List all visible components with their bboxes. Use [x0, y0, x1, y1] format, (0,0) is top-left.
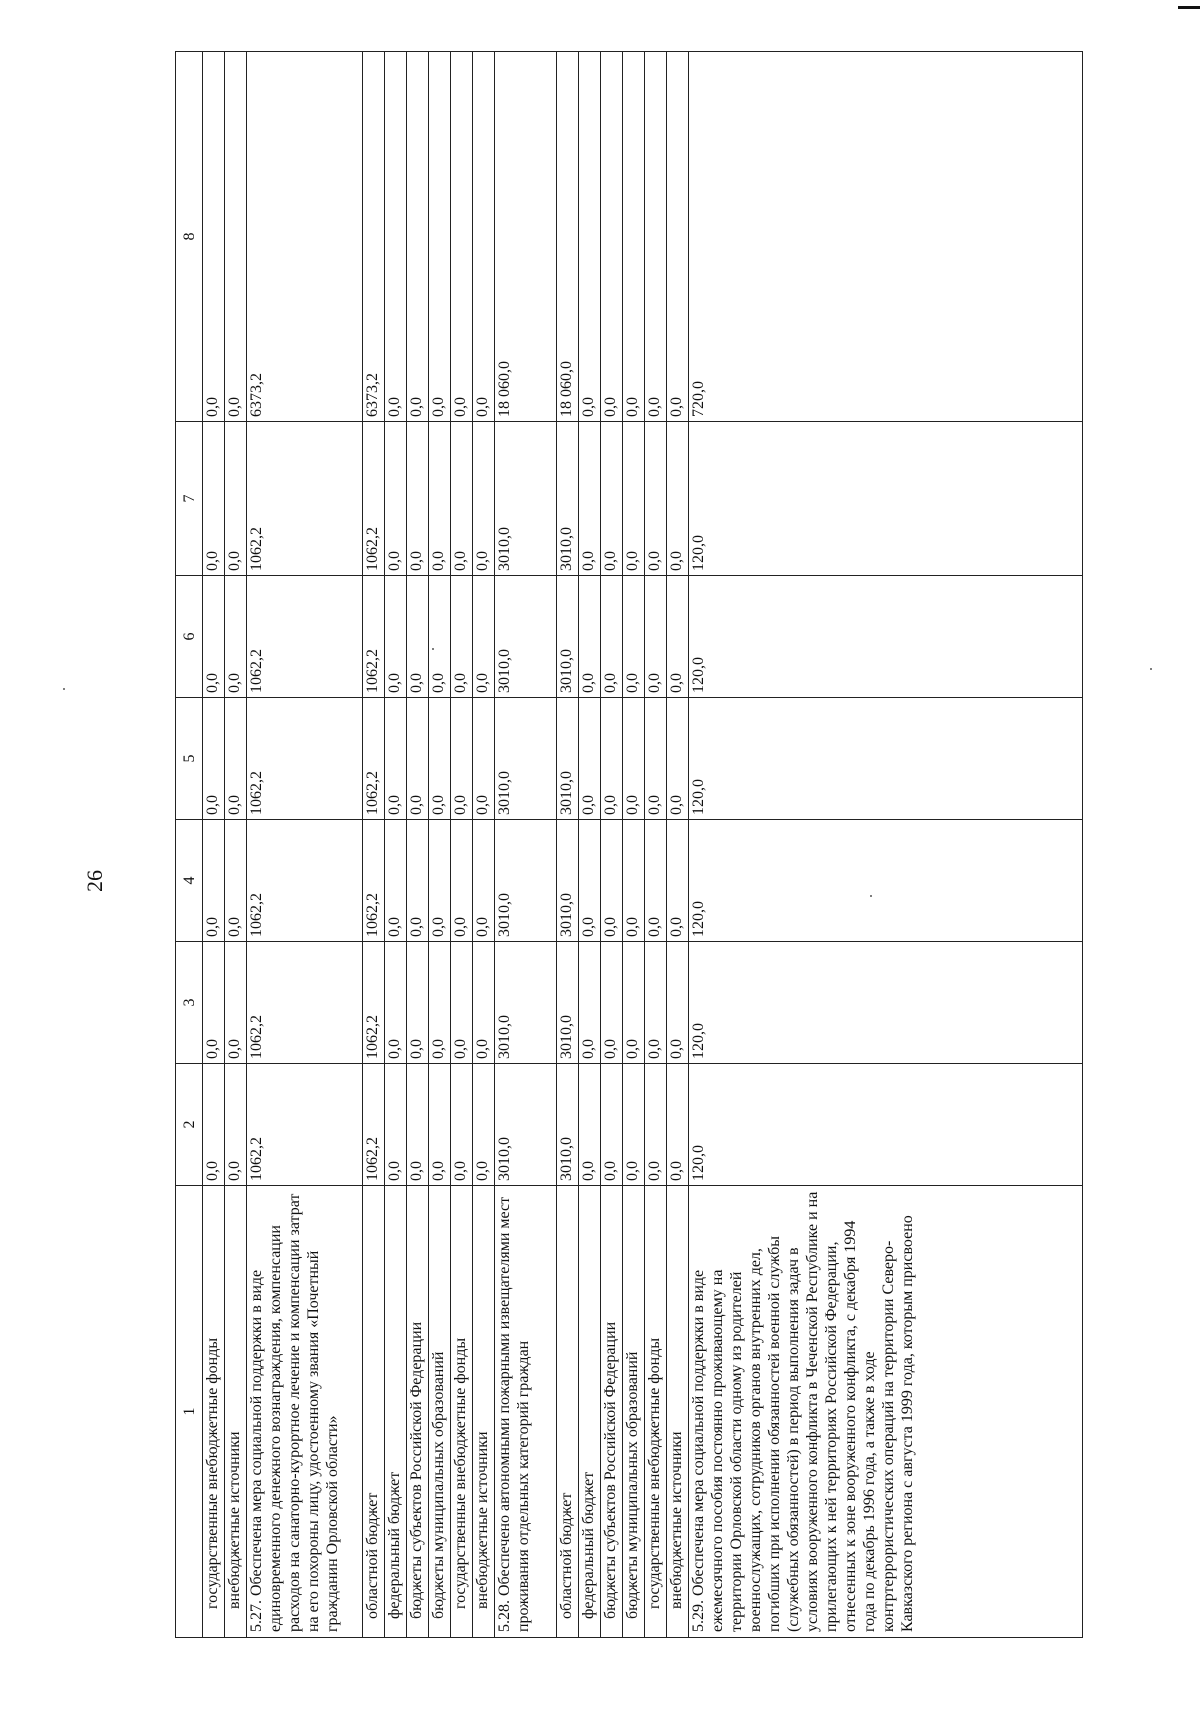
value-cell: 0,0 [623, 942, 645, 1064]
row-label: федеральный бюджет [385, 1186, 407, 1638]
value-cell: 0,0 [451, 1064, 473, 1186]
table-row [557, 52, 579, 1638]
value-cell: 1062,2 [363, 576, 385, 698]
value-cell: 3010,0 [557, 698, 579, 820]
value-cell: 0,0 [473, 52, 495, 422]
value-cell: 3010,0 [495, 1064, 557, 1186]
value-cell: 0,0 [429, 942, 451, 1064]
value-cell: 0,0 [429, 52, 451, 422]
value-cell: 3010,0 [495, 576, 557, 698]
value-cell: 120,0 [689, 576, 1083, 698]
value-cell: 0,0 [601, 1064, 623, 1186]
value-cell: 0,0 [623, 52, 645, 422]
value-cell: 0,0 [385, 422, 407, 576]
value-cell: 1062,2 [247, 942, 363, 1064]
value-cell: 0,0 [645, 576, 667, 698]
value-cell: 0,0 [451, 52, 473, 422]
value-cell: 0,0 [645, 422, 667, 576]
value-cell: 0,0 [203, 1064, 225, 1186]
value-cell: 0,0 [601, 52, 623, 422]
value-cell: 1062,2 [247, 576, 363, 698]
value-cell: 720,0 [689, 52, 1083, 422]
value-cell: 3010,0 [495, 820, 557, 942]
value-cell: 0,0 [429, 698, 451, 820]
row-label: бюджеты субъектов Российской Федерации [601, 1186, 623, 1638]
value-cell: 0,0 [225, 576, 247, 698]
value-cell: 0,0 [667, 422, 689, 576]
value-cell: 120,0 [689, 1064, 1083, 1186]
value-cell: 0,0 [667, 576, 689, 698]
value-cell: 1062,2 [363, 820, 385, 942]
value-cell: 0,0 [203, 52, 225, 422]
value-cell: 0,0 [645, 698, 667, 820]
value-cell: 0,0 [667, 1064, 689, 1186]
page-number: 26 [82, 870, 107, 892]
table-row [363, 52, 385, 1638]
table-row [645, 52, 667, 1638]
row-label: 5.29. Обеспечена мера социальной поддержки в виде ежемесячного пособия постоянно проживающему на территории Орловской области одному из родителей военнослужащих, сотрудников органов внутренних дел, погибших при исполнении обязанностей военной службы (служебных обязанностей) в период выполнения задач в условиях вооруженного конфликта в Чеченской Республике и на прилегающих к ней территориях Российской Федерации, отнесенных к зоне вооруженного конфликта, с декабря 1994 года по декабрь 1996 года, а также в ходе контртеррористических операций на территории Северо-Кавказского региона с августа 1999 года, которым присвоено [689, 1186, 1083, 1638]
column-header: 5 [176, 698, 203, 820]
value-cell: 0,0 [429, 422, 451, 576]
row-label: бюджеты муниципальных образований [623, 1186, 645, 1638]
value-cell: 0,0 [407, 820, 429, 942]
value-cell: 120,0 [689, 942, 1083, 1064]
value-cell: 1062,2 [247, 698, 363, 820]
value-cell: 1062,2 [363, 1064, 385, 1186]
value-cell: 6373,2 [247, 52, 363, 422]
value-cell: 0,0 [225, 820, 247, 942]
column-header: 8 [176, 52, 203, 422]
value-cell: 0,0 [667, 52, 689, 422]
table-row [689, 52, 1083, 1638]
value-cell: 0,0 [407, 576, 429, 698]
row-label: областной бюджет [557, 1186, 579, 1638]
value-cell: 0,0 [579, 820, 601, 942]
value-cell: 0,0 [407, 1064, 429, 1186]
value-cell: 0,0 [667, 698, 689, 820]
row-label: бюджеты субъектов Российской Федерации [407, 1186, 429, 1638]
column-header: 4 [176, 820, 203, 942]
table-row [407, 52, 429, 1638]
value-cell: 0,0 [407, 698, 429, 820]
value-cell: 0,0 [473, 576, 495, 698]
column-header: 1 [176, 1186, 203, 1638]
value-cell: 120,0 [689, 820, 1083, 942]
scan-speck [1150, 668, 1152, 670]
row-label: 5.27. Обеспечена мера социальной поддержки в виде единовременного денежного вознаграждения, компенсации расходов на санаторно-курортное лечение и компенсации затрат на его похороны лицу, удостоенному звания «Почетный гражданин Орловской области» [247, 1186, 363, 1638]
value-cell: 0,0 [579, 576, 601, 698]
value-cell: 0,0 [203, 820, 225, 942]
row-label: внебюджетные источники [473, 1186, 495, 1638]
value-cell: 0,0 [623, 422, 645, 576]
row-label: бюджеты муниципальных образований [429, 1186, 451, 1638]
value-cell: 0,0 [473, 698, 495, 820]
value-cell: 0,0 [579, 1064, 601, 1186]
scan-speck [63, 688, 65, 690]
table-row [473, 52, 495, 1638]
value-cell: 0,0 [667, 942, 689, 1064]
value-cell: 0,0 [473, 422, 495, 576]
value-cell: 0,0 [385, 942, 407, 1064]
value-cell: 18 060,0 [557, 52, 579, 422]
value-cell: 0,0 [225, 942, 247, 1064]
value-cell: 1062,2 [363, 942, 385, 1064]
table-row [385, 52, 407, 1638]
value-cell: 0,0 [601, 698, 623, 820]
value-cell: 0,0 [645, 52, 667, 422]
value-cell: 0,0 [385, 820, 407, 942]
row-label: государственные внебюджетные фонды [645, 1186, 667, 1638]
value-cell: 0,0 [451, 422, 473, 576]
table-row [225, 52, 247, 1638]
value-cell: 3010,0 [557, 820, 579, 942]
value-cell: 0,0 [225, 698, 247, 820]
rotated-table-wrapper [175, 52, 1083, 1638]
table-row [623, 52, 645, 1638]
value-cell: 3010,0 [557, 1064, 579, 1186]
row-label: областной бюджет [363, 1186, 385, 1638]
row-label: внебюджетные источники [667, 1186, 689, 1638]
value-cell: 1062,2 [363, 422, 385, 576]
column-header: 2 [176, 1064, 203, 1186]
value-cell: 1062,2 [247, 820, 363, 942]
value-cell: 1062,2 [247, 1064, 363, 1186]
value-cell: 0,0 [623, 820, 645, 942]
value-cell: 0,0 [579, 698, 601, 820]
value-cell: 0,0 [601, 942, 623, 1064]
table-row [203, 52, 225, 1638]
value-cell: 0,0 [645, 1064, 667, 1186]
value-cell: 0,0 [623, 1064, 645, 1186]
value-cell: 0,0 [385, 52, 407, 422]
table-row [601, 52, 623, 1638]
value-cell: 3010,0 [495, 698, 557, 820]
value-cell: 0,0 [451, 576, 473, 698]
value-cell: 0,0 [429, 820, 451, 942]
table-header-row [176, 52, 203, 1638]
value-cell: 0,0 [473, 820, 495, 942]
row-label: государственные внебюджетные фонды [451, 1186, 473, 1638]
value-cell: 0,0 [407, 52, 429, 422]
value-cell: 0,0 [407, 422, 429, 576]
value-cell: 0,0 [429, 576, 451, 698]
value-cell: 0,0 [385, 698, 407, 820]
value-cell: 0,0 [579, 52, 601, 422]
value-cell: 0,0 [225, 1064, 247, 1186]
value-cell: 0,0 [451, 942, 473, 1064]
column-header: 7 [176, 422, 203, 576]
row-label: внебюджетные источники [225, 1186, 247, 1638]
value-cell: 0,0 [473, 942, 495, 1064]
value-cell: 0,0 [667, 820, 689, 942]
value-cell: 0,0 [623, 698, 645, 820]
table-row [579, 52, 601, 1638]
column-header: 6 [176, 576, 203, 698]
value-cell: 0,0 [579, 942, 601, 1064]
row-label: федеральный бюджет [579, 1186, 601, 1638]
table-row [495, 52, 557, 1638]
column-header: 3 [176, 942, 203, 1064]
value-cell: 0,0 [429, 1064, 451, 1186]
value-cell: 3010,0 [557, 422, 579, 576]
value-cell: 0,0 [645, 942, 667, 1064]
value-cell: 1062,2 [363, 698, 385, 820]
value-cell: 3010,0 [495, 422, 557, 576]
table-row [667, 52, 689, 1638]
value-cell: 0,0 [203, 422, 225, 576]
value-cell: 3010,0 [557, 942, 579, 1064]
value-cell: 0,0 [385, 1064, 407, 1186]
value-cell: 6373,2 [363, 52, 385, 422]
value-cell: 0,0 [623, 576, 645, 698]
value-cell: 120,0 [689, 422, 1083, 576]
value-cell: 120,0 [689, 698, 1083, 820]
table-row [247, 52, 363, 1638]
value-cell: 0,0 [451, 820, 473, 942]
value-cell: 0,0 [225, 422, 247, 576]
value-cell: 0,0 [225, 52, 247, 422]
value-cell: 0,0 [579, 422, 601, 576]
table-row [429, 52, 451, 1638]
value-cell: 3010,0 [557, 576, 579, 698]
value-cell: 18 060,0 [495, 52, 557, 422]
row-label: 5.28. Обеспечено автономными пожарными извещателями мест проживания отдельных категорий граждан [495, 1186, 557, 1638]
value-cell: 0,0 [203, 942, 225, 1064]
row-label: государственные внебюджетные фонды [203, 1186, 225, 1638]
value-cell: 0,0 [203, 576, 225, 698]
value-cell: 0,0 [645, 820, 667, 942]
value-cell: 0,0 [601, 422, 623, 576]
value-cell: 0,0 [601, 576, 623, 698]
value-cell: 0,0 [473, 1064, 495, 1186]
value-cell: 0,0 [203, 698, 225, 820]
value-cell: 0,0 [385, 576, 407, 698]
value-cell: 0,0 [601, 820, 623, 942]
value-cell: 1062,2 [247, 422, 363, 576]
budget-table [175, 51, 1083, 1638]
value-cell: 0,0 [451, 698, 473, 820]
value-cell: 3010,0 [495, 942, 557, 1064]
table-row [451, 52, 473, 1638]
scan-edge-mark [1178, 6, 1200, 9]
value-cell: 0,0 [407, 942, 429, 1064]
